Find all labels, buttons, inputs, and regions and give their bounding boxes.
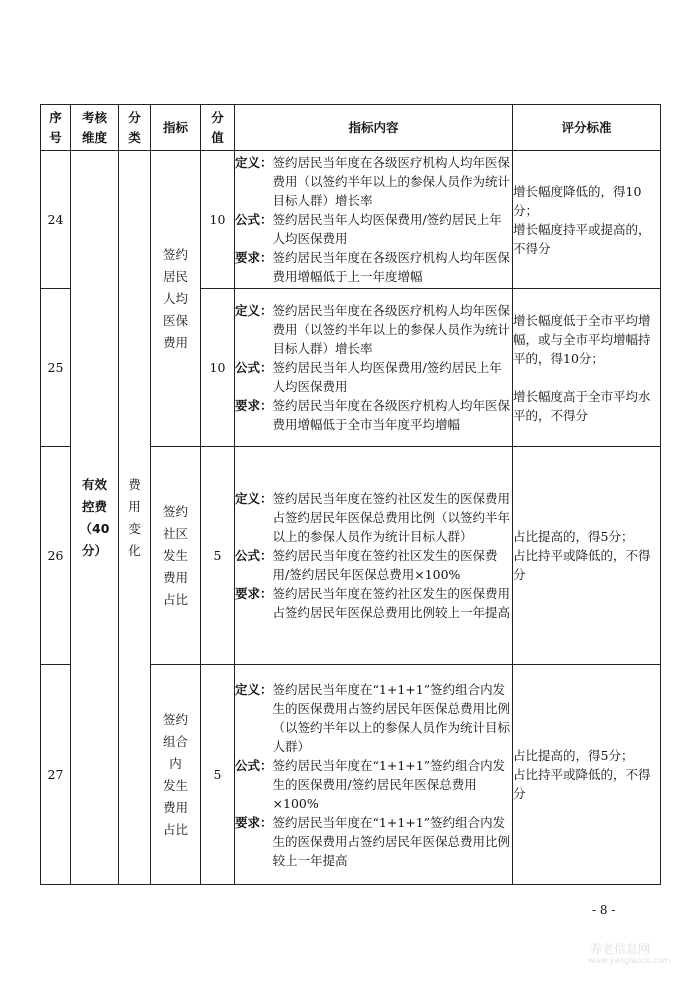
indicator-cell: 签约 组合 内 发生 费用 占比 bbox=[151, 665, 201, 885]
dimension-cell: 有效 控费 （40 分） bbox=[71, 151, 119, 885]
scoring-criteria: 占比提高的，得5分； 占比持平或降低的，不得分 bbox=[513, 665, 661, 885]
table-row bbox=[41, 151, 661, 289]
indicator-content: 定义： 签约居民当年度在签约社区发生的医保费用占签约居民年医保总费用比例（以签约半年以上的参保人员作为统计目标人群） 公式： 签约居民当年度在签约社区发生的医保费用/签约居民年医保总费用×100% 要求： 签约居民当年度在签约社区发生的医保费用占签约居民年医保总费用比例较上一年提高 bbox=[235, 447, 513, 665]
scoring-criteria: 增长幅度降低的，得10分； 增长幅度持平或提高的，不得分 bbox=[513, 151, 661, 289]
row-score: 10 bbox=[201, 289, 235, 447]
header-indicator: 指标 bbox=[151, 105, 201, 151]
header-seq: 序 号 bbox=[41, 105, 71, 151]
indicator-content: 定义： 签约居民当年度在各级医疗机构人均年医保费用（以签约半年以上的参保人员作为统计目标人群）增长率 公式： 签约居民当年人均医保费用/签约居民上年人均医保费用 要求： 签约居民当年度在各级医疗机构人均年医保费用增幅低于全市当年度平均增幅 bbox=[235, 289, 513, 447]
row-seq: 25 bbox=[41, 289, 71, 447]
indicator-content: 定义： 签约居民当年度在“1+1+1”签约组合内发生的医保费用占签约居民年医保总费用比例（以签约半年以上的参保人员作为统计目标人群） 公式： 签约居民当年度在“1+1+1”签约组合内发生的医保费用/签约居民年医保总费用×100% 要求： 签约居民当年度在“1+1+1”签约组合内发生的医保费用占签约居民年医保总费用比例较上一年提高 bbox=[235, 665, 513, 885]
scoring-criteria: 占比提高的，得5分； 占比持平或降低的，不得分 bbox=[513, 447, 661, 665]
header-row bbox=[41, 105, 661, 151]
page-number: - 8 - bbox=[592, 903, 616, 917]
row-seq: 24 bbox=[41, 151, 71, 289]
indicator-cell: 签约 社区 发生 费用 占比 bbox=[151, 447, 201, 665]
row-seq: 27 bbox=[41, 665, 71, 885]
header-content: 指标内容 bbox=[235, 105, 513, 151]
header-criteria: 评分标准 bbox=[513, 105, 661, 151]
row-score: 5 bbox=[201, 665, 235, 885]
header-category: 分 类 bbox=[119, 105, 151, 151]
category-cell: 费 用 变 化 bbox=[119, 151, 151, 885]
header-score: 分 值 bbox=[201, 105, 235, 151]
indicator-cell: 签约 居民 人均 医保 费用 bbox=[151, 151, 201, 447]
evaluation-table bbox=[40, 104, 661, 885]
header-dimension: 考核 维度 bbox=[71, 105, 119, 151]
watermark: 养老信息网 bbox=[590, 942, 651, 956]
indicator-content: 定义： 签约居民当年度在各级医疗机构人均年医保费用（以签约半年以上的参保人员作为统计目标人群）增长率 公式： 签约居民当年人均医保费用/签约居民上年人均医保费用 要求： 签约居民当年度在各级医疗机构人均年医保费用增幅低于上一年度增幅 bbox=[235, 151, 513, 289]
watermark-url: www.yanglaocn.com bbox=[588, 956, 671, 965]
scoring-criteria: 增长幅度低于全市平均增幅，或与全市平均增幅持平的，得10分； 增长幅度高于全市平均水平的，不得分 bbox=[513, 289, 661, 447]
row-score: 10 bbox=[201, 151, 235, 289]
row-score: 5 bbox=[201, 447, 235, 665]
row-seq: 26 bbox=[41, 447, 71, 665]
